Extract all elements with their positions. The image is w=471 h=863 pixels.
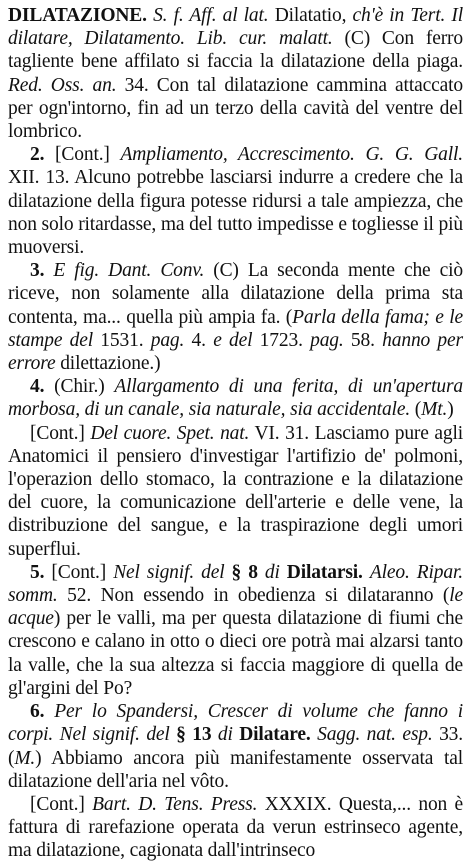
text-run: Red. Oss. an. (8, 74, 117, 96)
text-run: pag. (150, 329, 185, 351)
text-run: M. (14, 747, 36, 769)
text-run (44, 701, 54, 722)
text-run: dilettazione.) (55, 353, 161, 375)
text-run: Sagg. nat. esp. (317, 724, 433, 746)
entry-paragraph-2 (8, 143, 463, 259)
text-run: 1531. (93, 329, 151, 351)
text-run: pag. (310, 329, 344, 351)
text-run: hanno per errore (8, 329, 463, 375)
text-run: Del cuore. Spet. nat. (90, 422, 250, 444)
text-run: [Cont.] (44, 144, 121, 166)
entry-paragraph-3 (8, 259, 463, 375)
text-run: XXXIX. Questa,... non è fattura di rarefazione operata da verun estrinseco agente, ma dilatazione, cagionata dall'intrinseco (8, 793, 464, 862)
entry-paragraph-1 (8, 4, 463, 143)
text-run: (C) Con ferro tagliente bene affilato si faccia la dilatazione della piaga. (8, 28, 463, 73)
text-run: ) per le valli, ma per questa dilatazione di fiumi che crescono e calano in otto o dieci ore potrà mai alzarsi tanto la valle, che la sua altezza si faccia maggiore di quella de gl'argini del Po? (8, 608, 463, 699)
text-run: Dilatarsi. (279, 561, 363, 583)
text-run: le acque (8, 585, 463, 630)
text-run (363, 562, 370, 583)
text-run: 6. (30, 701, 45, 723)
text-run: Dilatatio, (268, 5, 353, 26)
text-run: 34. Con tal dilatazione cammina attaccato per ogn'intorno, fin ad un terzo della cavità del ventre del lombrico. (8, 74, 463, 143)
text-run: ) Abbiamo ancora più manifestamente osservata tal dilatazione dell'aria nel vôto. (8, 747, 463, 792)
text-run: Dilatare. (232, 724, 311, 746)
text-run: 58. (343, 329, 383, 351)
text-run: 2. (30, 144, 45, 166)
text-run: Ampliamento, Accrescimento. G. G. Gall. (120, 144, 463, 166)
entry-paragraph-7 (8, 700, 463, 793)
text-run: Mt. (421, 399, 448, 421)
text-run: [Cont.] (30, 422, 91, 444)
text-run: Per lo Spandersi, Crescer di volume che fanno i corpi. Nel signif. del (8, 701, 463, 746)
entry-paragraph-8 (8, 793, 463, 863)
text-run: 4. (184, 329, 214, 351)
text-run: 33. ( (8, 724, 463, 769)
text-run: ) (447, 399, 454, 421)
text-run: 52. Non essendo in obedienza si dilataranno ( (57, 585, 450, 607)
entry-paragraph-5 (8, 422, 463, 561)
text-run: 3. (30, 260, 45, 282)
text-run: di (217, 724, 233, 746)
text-run: 1723. (252, 329, 311, 351)
text-run: VI. 31. Lasciamo pure agli Anatomici il pensiero d'investigar l'artifizio de' polmoni, l'operazion dello stomaco, la contrazione e la dilatazione del cuore, la comunicazione dell'arterie e delle vene, la distribuzione del sangue, e la traspirazione degli umori superflui. (8, 422, 463, 560)
text-run: 5. (30, 561, 45, 583)
text-run: di (264, 561, 280, 583)
text-run: Nel signif. del (113, 561, 225, 583)
text-run: [Cont.] (44, 561, 114, 583)
text-run: XII. 13. Alcuno potrebbe lasciarsi indurre a credere che la dilatazione della figura potesse ridursi a tale ampiezza, che non solo ritardasse, ma del tutto impedisse e togliesse il più muoversi. (8, 167, 463, 259)
text-run: § 8 (224, 561, 265, 583)
entry-paragraph-6 (8, 561, 463, 700)
text-run: Aleo. Ripar. somm. (8, 561, 463, 607)
entry-paragraph-4 (8, 375, 463, 421)
text-run: ( (410, 399, 422, 421)
text-run: E fig. Dant. Conv. (53, 260, 205, 282)
text-run: § 13 (169, 724, 218, 746)
text-run: S. f. Aff. al lat. (153, 5, 269, 26)
text-run: DILATAZIONE. (8, 5, 147, 26)
text-run: [Cont.] (30, 793, 93, 815)
text-run: e del (213, 329, 253, 351)
text-run: Parla della fama; e le stampe del (8, 306, 463, 351)
text-run: (Chir.) (44, 376, 115, 398)
text-run: 4. (30, 376, 45, 398)
text-run: Bart. D. Tens. Press. (92, 793, 258, 815)
text-run: Allargamento di una ferita, di un'apertura morbosa, di un canale, sia naturale, sia accidentale. (8, 376, 463, 421)
text-run: (C) La seconda mente che ciò riceve, non solamente alla dilatazione della prima sta contenta, ma... quella più ampia fa. ( (8, 260, 463, 328)
text-run: ch'è in Tert. Il dilatare, Dilatamento. Lib. cur. malatt. (8, 5, 463, 50)
